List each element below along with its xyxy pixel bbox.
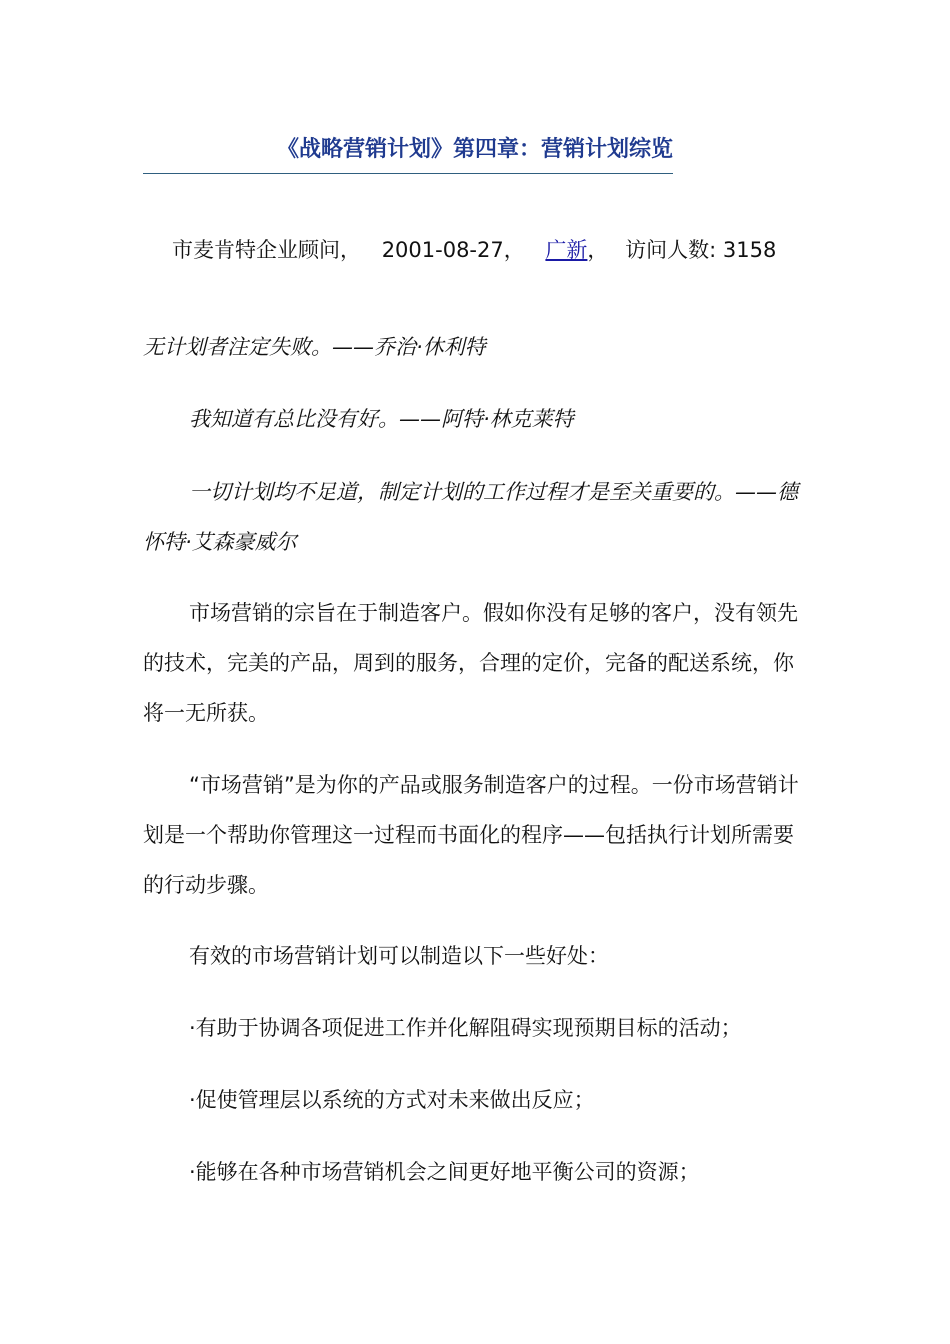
- meta-author: 市麦肯特企业顾问，: [172, 238, 361, 262]
- page-title: 《战略营销计划》第四章：营销计划综览: [276, 137, 673, 162]
- paragraph-2: “市场营销”是为你的产品或服务制造客户的过程。一份市场营销计划是一个帮助你管理这一过程而书面化的程序——包括执行计划所需要的行动步骤。: [143, 773, 799, 897]
- quote-1: 无计划者注定失败。——乔治·休利特: [143, 335, 486, 359]
- meta-date: 2001-08-27，: [381, 238, 525, 262]
- meta-visits: 访问人数: 3158: [625, 238, 777, 262]
- bullet-item-1: ·有助于协调各项促进工作并化解阻碍实现预期目标的活动；: [189, 1016, 742, 1040]
- bullet-item-2: ·促使管理层以系统的方式对未来做出反应；: [189, 1088, 595, 1112]
- paragraph-3: 有效的市场营销计划可以制造以下一些好处：: [189, 944, 609, 968]
- bullet-item-3: ·能够在各种市场营销机会之间更好地平衡公司的资源；: [189, 1160, 700, 1184]
- meta-line: [172, 234, 776, 264]
- meta-separator: ，: [587, 238, 609, 262]
- title-underline: [143, 173, 673, 174]
- quote-3: 一切计划均不足道，制定计划的工作过程才是至关重要的。——德怀特·艾森豪威尔: [143, 480, 798, 554]
- quote-2: 我知道有总比没有好。——阿特·林克莱特: [189, 407, 574, 431]
- paragraph-1: 市场营销的宗旨在于制造客户。假如你没有足够的客户，没有领先的技术，完美的产品，周到的服务，合理的定价，完备的配送系统，你将一无所获。: [143, 601, 798, 725]
- meta-source-link[interactable]: 广新: [545, 238, 588, 262]
